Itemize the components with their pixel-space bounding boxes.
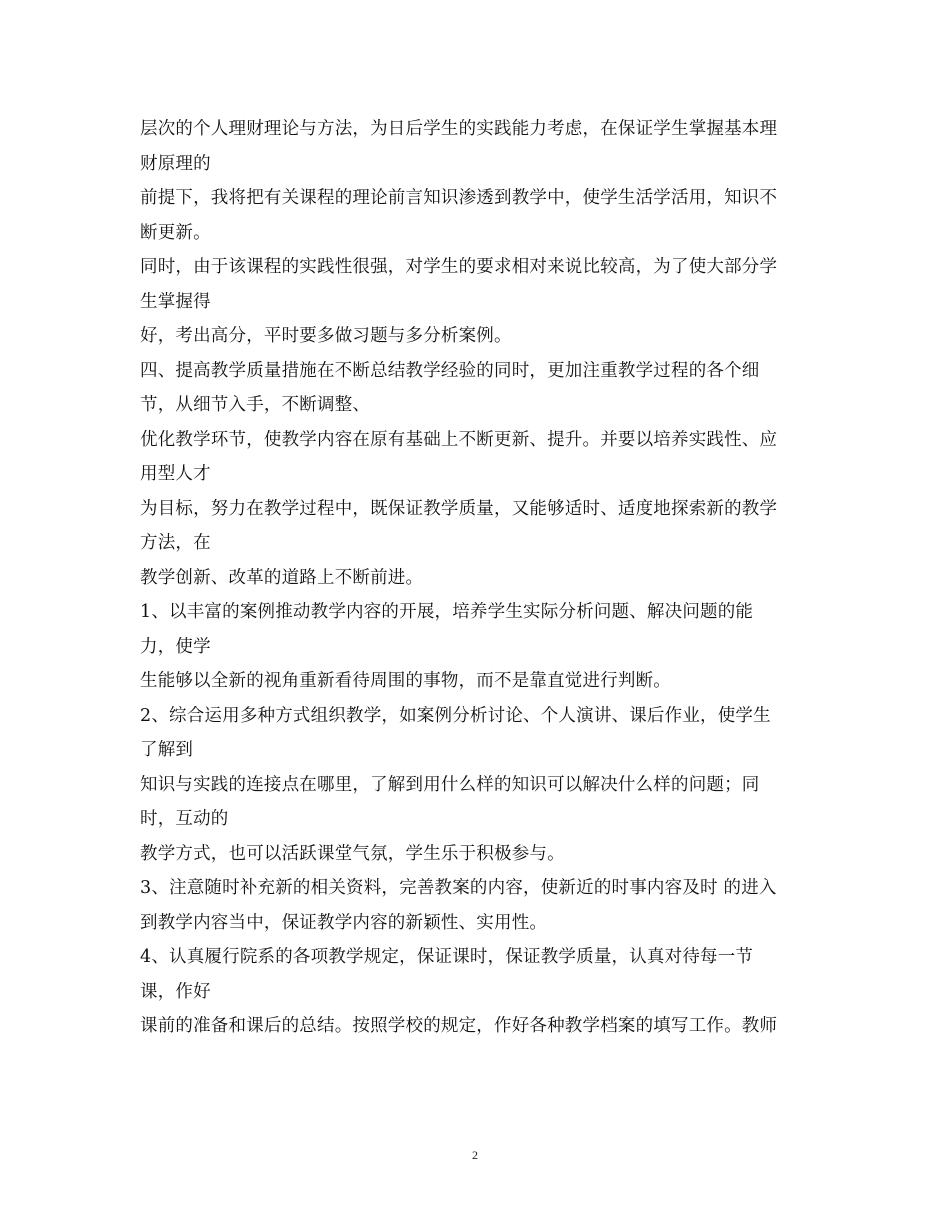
text-line: 财原理的 xyxy=(140,153,211,174)
text-line: 教学方式，也可以活跃课堂气氛，学生乐于积极参与。 xyxy=(140,843,565,864)
text-line: 方法，在 xyxy=(140,533,211,553)
text-line: 了解到 xyxy=(140,740,194,760)
text-line: 时，互动的 xyxy=(140,809,229,829)
text-line: 好，考出高分，平时要多做习题与多分析案例。 xyxy=(140,326,512,346)
text-line: 层次的个人理财理论与方法，为日后学生的实践能力考虑，在保证学生掌握基本理 xyxy=(140,119,778,139)
page-number: 2 xyxy=(472,1148,478,1162)
text-line: 生能够以全新的视角重新看待周围的事物，而不是靠直觉进行判断。 xyxy=(140,671,671,691)
text-line: 断更新。 xyxy=(140,222,211,243)
text-line: 节，从细节入手，不断调整、 xyxy=(140,395,371,415)
text-line: 同时，由于该课程的实践性很强，对学生的要求相对来说比较高，为了使大部分学 xyxy=(140,257,778,277)
text-line: 4、认真履行院系的各项教学规定，保证课时，保证教学质量，认真对待每一节 xyxy=(140,947,754,967)
text-line: 到教学内容当中，保证教学内容的新颖性、实用性。 xyxy=(140,912,548,933)
text-line: 生掌握得 xyxy=(140,291,211,312)
text-line: 2、综合运用多种方式组织教学，如案例分析讨论、个人演讲、课后作业，使学生 xyxy=(140,705,771,726)
text-line: 用型人才 xyxy=(140,464,211,484)
text-line: 前提下，我将把有关课程的理论前言知识渗透到教学中，使学生活学活用，知识不 xyxy=(140,188,778,208)
text-line: 1、以丰富的案例推动教学内容的开展，培养学生实际分析问题、解决问题的能 xyxy=(140,602,754,622)
text-line: 优化教学环节，使教学内容在原有基础上不断更新、提升。并要以培养实践性、应 xyxy=(140,429,778,450)
text-line: 知识与实践的连接点在哪里，了解到用什么样的知识可以解决什么样的问题；同 xyxy=(140,774,760,795)
text-line: 课，作好 xyxy=(140,981,211,1002)
text-line: 3、注意随时补充新的相关资料，完善教案的内容，使新近的时事内容及时 的进入 xyxy=(140,878,777,898)
text-line: 教学创新、改革的道路上不断前进。 xyxy=(140,567,424,588)
text-line: 四、提高教学质量措施在不断总结教学经验的同时，更加注重教学过程的各个细 xyxy=(140,360,760,381)
body-text xyxy=(140,112,830,1044)
text-line: 为目标，努力在教学过程中，既保证教学质量，又能够适时、适度地探索新的教学 xyxy=(140,498,778,519)
text-line: 课前的准备和课后的总结。按照学校的规定，作好各种教学档案的填写工作。教师 xyxy=(140,1016,778,1036)
text-line: 力，使学 xyxy=(140,636,211,657)
